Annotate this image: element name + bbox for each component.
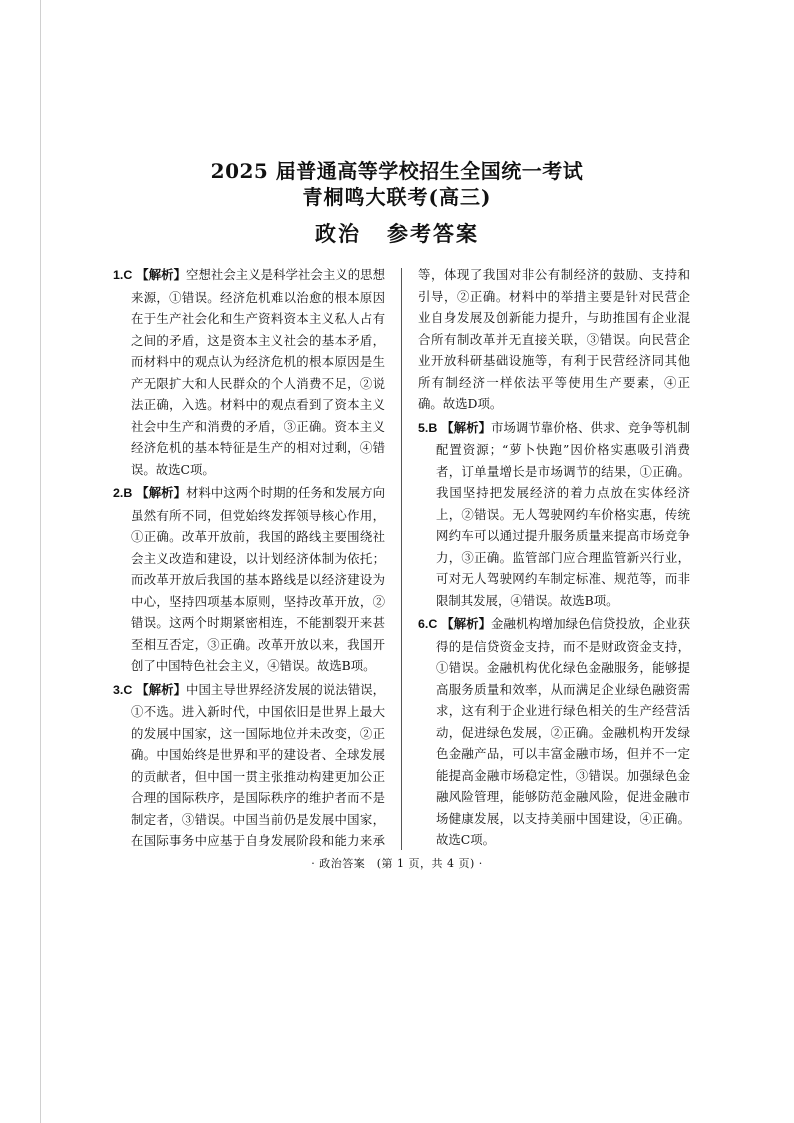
analysis-tag: 【解析】: [441, 419, 492, 435]
item-number: 6.C: [418, 617, 438, 631]
page-footer: · 政治答案 (第 1 页，共 4 页) ·: [311, 857, 483, 870]
answer-title: 参考答案: [387, 221, 479, 246]
answer-item-2: [113, 482, 385, 677]
item-text: 材料中这两个时期的任务和发展方向虽然有所不同，但党始终发挥领导核心作用，①正确。改革开放前，我国的路线主要围绕社会主义改造和建设，以计划经济体制为依托；而改革开放后我国的基本路线是以经济建设为中心，坚持四项基本原则，坚持改革开放，②错误。这两个时期紧密相连，不能割裂开来甚至相互否定，③正确。改革开放以来，我国开创了中国特色社会主义，④错误。故选B项。: [131, 485, 385, 673]
exam-subtitle: 青桐鸣大联考(高三): [302, 185, 492, 209]
item-text: 中国主导世界经济发展的说法错误，①不选。进入新时代，中国依旧是世界上最大的发展中国家，这一国际地位并未改变，②正确。中国始终是世界和平的建设者、全球发展的贡献者，但中国一贯主张推动构建更加公正合理的国际秩序，是国际秩序的维护者而不是制定者，③错误。中国当前仍是发展中国家，在国际事务中应基于自身发展阶段和能力来承: [131, 681, 385, 848]
item-text: 金融机构增加绿色信贷投放，企业获得的是信贷资金支持，而不是财政资金支持，①错误。金融机构优化绿色金融服务，能够提高服务质量和效率，从而满足企业绿色融资需求，这有利于企业进行绿色相关的生产经营活动，促进绿色发展，②正确。金融机构开发绿色金融产品，可以丰富金融市场，但并不一定能提高金融市场稳定性，③错误。加强绿色金融风险管理，能够防范金融风险，促进金融市场健康发展，以支持美丽中国建设，④正确。故选C项。: [436, 616, 690, 847]
analysis-tag: 【解析】: [441, 616, 492, 631]
answer-item-3: [113, 679, 385, 851]
answer-item-5: [418, 417, 690, 612]
answer-item-1: [113, 264, 385, 480]
exam-title: 2025 届普通高等学校招生全国统一考试: [210, 159, 584, 183]
right-column: [418, 264, 690, 850]
item-number: 2.B: [113, 486, 133, 500]
item-number: 3.C: [113, 682, 133, 697]
item-text: 空想社会主义是科学社会主义的思想来源，①错误。经济危机难以治愈的根本原因在于生产社会化和生产资料资本主义私人占有之间的矛盾，这是资本主义社会的基本矛盾，而材料中的观点认为经济危机的根本原因是生产无限扩大和人民群众的个人消费不足，②说法正确，入选。材料中的观点看到了资本主义社会中生产和消费的矛盾，③正确。资本主义经济危机的基本特征是生产的相对过剩，④错误。故选C项。: [131, 267, 385, 477]
item-number: 5.B: [418, 420, 438, 435]
analysis-tag: 【解析】: [136, 485, 187, 500]
item-text: 市场调节靠价格、供求、竞争等机制配置资源；“萝卜快跑”因价格实惠吸引消费者，订单量增长是市场调节的结果，①正确。我国坚持把发展经济的着力点放在实体经济上，②错误。无人驾驶网约车价格实惠，传统网约车可以通过提升服务质量来提高市场竞争力，③正确。监管部门应合理监管新兴行业，可对无人驾驶网约车制定标准、规范等，而非限制其发展，④错误。故选B项。: [436, 419, 690, 608]
answer-heading: [0, 218, 794, 248]
column-divider: [401, 268, 402, 850]
analysis-tag: 【解析】: [136, 681, 187, 697]
analysis-tag: 【解析】: [136, 267, 187, 282]
left-column: [113, 264, 385, 850]
answer-item-6: [418, 613, 690, 850]
answer-item-4-continued: 等，体现了我国对非公有制经济的鼓励、支持和引导，②正确。材料中的举措主要是针对民营企业自身发展及创新能力提升，与助推国有企业混合所有制改革并无直接关联，③错误。向民营企业开放科研基础设施等，有利于民营经济同其他所有制经济一样依法平等使用生产要素，④正确。故选D项。: [418, 267, 690, 411]
item-number: 1.C: [113, 268, 133, 282]
subject-label: 政治: [315, 221, 361, 246]
